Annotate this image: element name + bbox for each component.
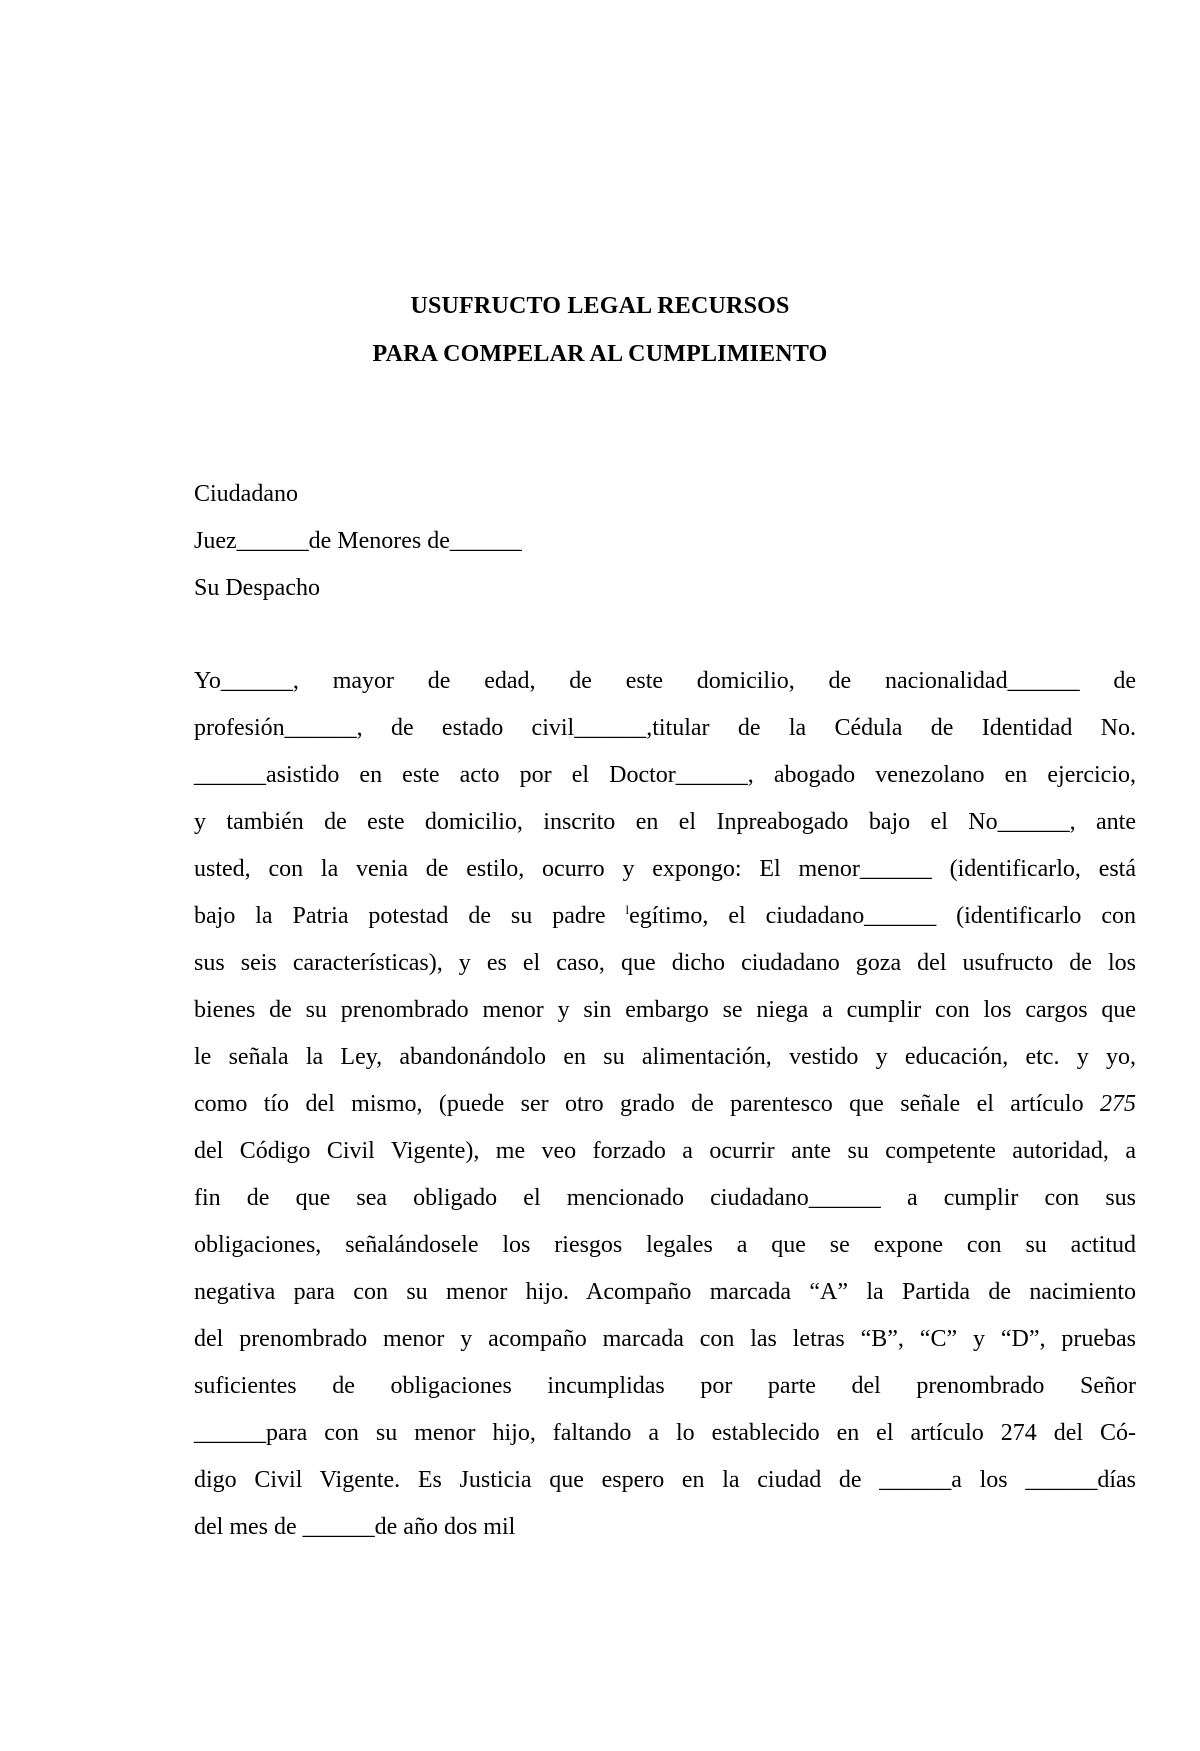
body-line-09: le señala la Ley, abandonándolo en su alimentación, vestido y educación, etc. y yo,	[194, 1044, 1136, 1070]
body-line-10-text: como tío del mismo, (puede ser otro grado de parentesco que señale el artículo	[194, 1091, 1100, 1117]
body-line-10	[194, 1090, 1136, 1118]
body-line-14: negativa para con su menor hijo. Acompaño marcada “A” la Partida de nacimiento	[194, 1279, 1136, 1305]
addressee-line-1: Ciudadano	[194, 481, 298, 507]
body-line-15: del prenombrado menor y acompaño marcada con las letras “B”, “C” y “D”, pruebas	[194, 1326, 1136, 1352]
body-line-12: fin de que sea obligado el mencionado ciudadano______ a cumplir con sus	[194, 1185, 1136, 1211]
body-line-19: del mes de ______de año dos mil	[194, 1514, 516, 1540]
body-line-01: Yo______, mayor de edad, de este domicilio, de nacionalidad______ de	[194, 668, 1136, 694]
document-title-line-1: USUFRUCTO LEGAL RECURSOS	[410, 293, 790, 319]
body-line-08: bienes de su prenombrado menor y sin embargo se niega a cumplir con los cargos que	[194, 997, 1136, 1023]
body-line-16: suficientes de obligaciones incumplidas por parte del prenombrado Señor	[194, 1373, 1136, 1399]
addressee-line-2: Juez______de Menores de______	[194, 528, 522, 554]
body-line-04: y también de este domicilio, inscrito en el Inpreabogado bajo el No______, ante	[194, 809, 1136, 835]
body-line-11: del Código Civil Vigente), me veo forzado a ocurrir ante su competente autoridad, a	[194, 1138, 1136, 1164]
footnote-mark: l	[625, 902, 630, 917]
body-line-06-part-a: bajo la Patria potestad de su padre	[194, 903, 626, 929]
body-line-17: ______para con su menor hijo, faltando a lo establecido en el artículo 274 del Có-	[194, 1420, 1136, 1446]
body-line-02: profesión______, de estado civil______,titular de la Cédula de Identidad No.	[194, 715, 1136, 741]
body-line-18: digo Civil Vigente. Es Justicia que espero en la ciudad de ______a los ______días	[194, 1467, 1136, 1493]
body-line-03: ______asistido en este acto por el Doctor______, abogado venezolano en ejercicio,	[194, 762, 1136, 788]
body-line-05: usted, con la venia de estilo, ocurro y expongo: El menor______ (identificarlo, está	[194, 856, 1136, 882]
body-line-07: sus seis características), y es el caso, que dicho ciudadano goza del usufructo de los	[194, 950, 1136, 976]
body-line-06-part-b: egítimo, el ciudadano______ (identificarlo con	[629, 903, 1136, 929]
document-title-line-2: PARA COMPELAR AL CUMPLIMIENTO	[372, 341, 828, 367]
body-line-13: obligaciones, señalándosele los riesgos legales a que se expone con su actitud	[194, 1232, 1136, 1258]
article-number-italic: 275	[1100, 1091, 1136, 1117]
body-line-06	[194, 902, 1136, 930]
addressee-line-3: Su Despacho	[194, 575, 320, 601]
